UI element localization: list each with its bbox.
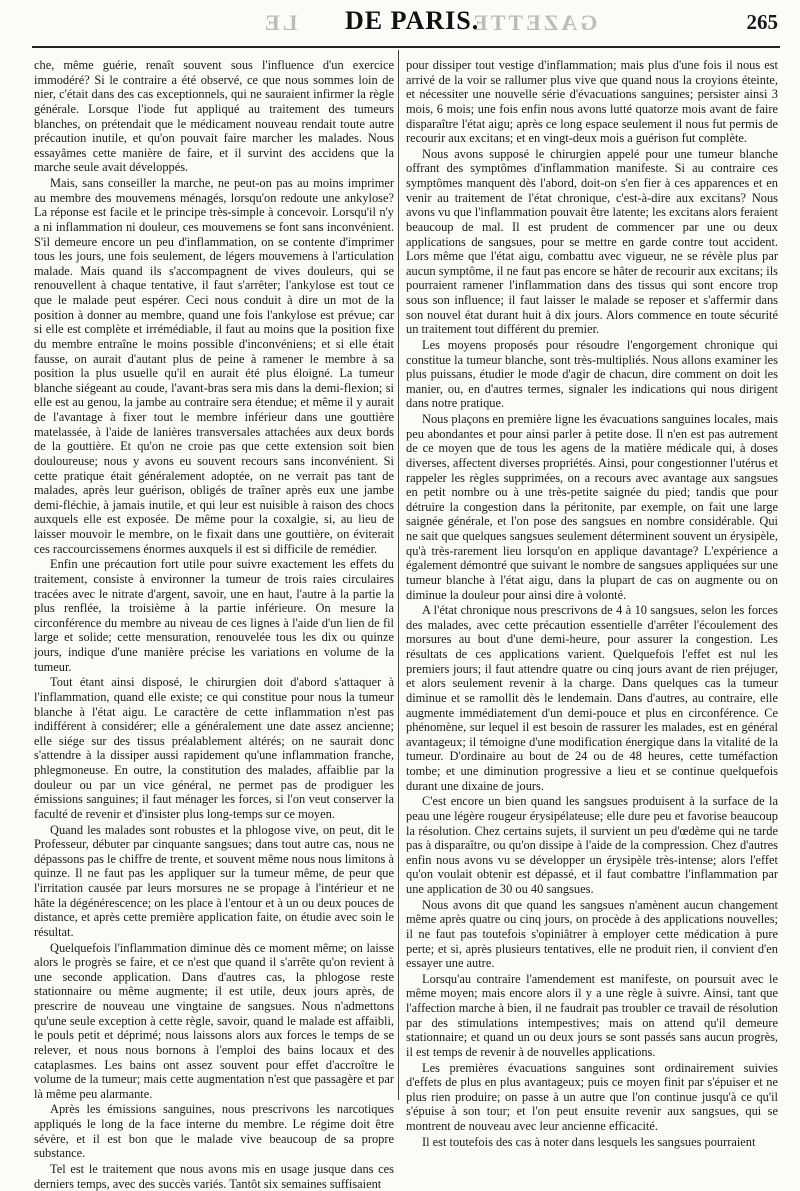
- paragraph: pour dissiper tout vestige d'inflammation; mais plus d'une fois il nous est arrivé de la voir se rallumer plus vive que quand nous la croyions éteinte, et nécessiter une nouvelle série d'évacuations sanguines; persister ainsi 3 mois, 6 mois; une fois enfin nous avons lutté quatorze mois avant de faire disparaître l'état aigu; après ce long espace seulement il nous fut permis de recourir aux excitans; et en vingt-deux mois a guérison fut complète.: [406, 58, 778, 146]
- page-number: 265: [746, 10, 778, 34]
- bleed-through-text-left: LE: [262, 10, 298, 35]
- paragraph: Mais, sans conseiller la marche, ne peut-on pas au moins imprimer au membre des mouvemens ménagés, lorsqu'on redoute une ankylose? La réponse est facile et le principe très-simple à concevoir. Lorsqu'il n'y a ni inflammation ni douleur, ces mouvemens se font sans inconvénient. S'il demeure encore un peu d'inflammation, on se contente d'imprimer tous les jours, une fois seulement, de légers mouvemens à l'articulation malade. Mais quand ils s'accompagnent de vives douleurs, qui se renouvellent à chaque tentative, il faut s'arrêter; l'ankylose est tout ce que le malade peut espérer. Ceci nous conduit à dire un mot de la position à donner au membre, quand une fois l'ankylose est prévue; car si elle est complète et irrémédiable, il faut au moins que la position fixe du membre entraîne le moins possible d'inconvéniens; et si elle était fausse, on aurait d'autant plus de peine à ramener le membre à sa position la plus usuelle qu'il en aurait été plus éloigné. La tumeur blanche siégeant au coude, l'avant-bras sera mis dans la demi-flexion; si elle est au genou, la jambe au contraire sera étendue; et même il y aurait de l'avantage à fixer tout le membre inférieur dans une gouttière matelassée, à l'aide de lanières transversales attachées aux deux bords de la gouttière. Et qu'on ne croie pas que cette extension soit bien douloureuse; nous y avons eu souvent recours sans inconvénient. Si cette pratique était généralement adoptée, on ne verrait pas tant de malades, après leur guérison, obligés de traîner après eux une jambe demi-fléchie, à jamais inutile, et qui leur est nuisible à raison des chocs auxquels elle est exposée. De même pour la coxalgie, si, au lieu de laisser mouvoir le membre, on le fixait dans une gouttière, on éviterait ces raccourcissemens énormes auxquels il est si difficile de remédier.: [34, 176, 394, 556]
- paragraph: Tel est le traitement que nous avons mis en usage jusque dans ces derniers temps, avec des succès variés. Tantôt six semaines suffisaient: [34, 1161, 394, 1191]
- paragraph: Les premières évacuations sanguines sont ordinairement suivies d'effets de plus en plus avantageux; puis ce moyen finit par s'épuiser et ne plus rien produire; on passe à un autre que l'on continue jusqu'à ce qu'il s'épuise à son tour; et l'on peut ensuite revenir aux sangsues, qui se montrent de nouveau avec leur ancienne efficacité.: [406, 1060, 778, 1133]
- paragraph: Les moyens proposés pour résoudre l'engorgement chronique qui constitue la tumeur blanche, sont très-multipliés. Nous allons examiner les plus puissans, étudier le mode d'agir de chacun, dire comment on doit les manier, ou, en d'autres termes, signaler les indications qui nous dirigent dans notre pratique.: [406, 337, 778, 411]
- paragraph: Enfin une précaution fort utile pour suivre exactement les effets du traitement, consiste à environner la tumeur de trois raies circulaires tracées avec le nitrate d'argent, savoir, une en haut, l'autre à la partie la plus renflée, la troisième à la partie inférieure. On mesure la circonférence du membre au niveau de ces lignes à l'aide d'un lien de fil large et solide; cette mensuration, renouvelée tous les dix ou quinze jours, indique d'une manière précise les variations en volume de la tumeur.: [34, 557, 394, 674]
- column-divider: [398, 50, 399, 1100]
- paragraph: Il est toutefois des cas à noter dans lesquels les sangsues pourraient: [422, 1134, 756, 1149]
- paragraph: Quelquefois l'inflammation diminue dès ce moment même; on laisse alors le progrès se faire, et ce n'est que quand il s'arrête qu'on revient à une seconde application. Dans d'autres cas, la phlogose reste stationnaire ou même augmente; il est utile, deux jours après, de prescrire de nouveau une vingtaine de sangsues. Nous n'admettons qu'une seule exception à cette règle, savoir, quand le malade est affaibli, le pouls petit et déprimé; nous laissons alors aux forces le temps de se relever, et nous nous bornons à l'emploi des bains locaux et des cataplasmes. Les bains ont assez souvent pour effet d'accroître le volume de la tumeur; mais cette augmentation n'est que passagère et par là même peu alarmante.: [34, 940, 394, 1101]
- right-column: [406, 58, 778, 1149]
- paragraph: A l'état chronique nous prescrivons de 4 à 10 sangsues, selon les forces des malades, avec cette précaution essentielle d'arrêter l'écoulement des morsures au bout d'une demi-heure, pour assurer la congestion. Les résultats de ces applications varient. Quelquefois l'effet est nul les premiers jours; il faut attendre quatre ou cinq jours avant de rien préjuger, et alors seulement revenir à la charge. Dans quelques cas la tumeur diminue et se ramollit dès le lendemain. Dans d'autres, au contraire, elle augmente immédiatement d'un demi-pouce et plus en circonférence. Ce phénomène, sur lequel il est besoin de rassurer les malades, est en général avantageux; il témoigne d'une modification énergique dans la vitalité de la tumeur. D'ordinaire au bout de 24 ou de 48 heures, cette tuméfaction tombe; et une diminution progressive a lieu et se continue quelquefois durant une dixaine de jours.: [406, 603, 778, 793]
- running-title: DE PARIS.: [345, 6, 480, 35]
- paragraph: Nous plaçons en première ligne les évacuations sanguines locales, mais peu abondantes et pour ainsi parler à petite dose. Il n'en est pas autrement de ce moyen que de tous les agens de la matière médicale qui, à doses diverses, affectent diverses propriétés. Ainsi, pour congestionner l'utérus et rappeler les règles supprimées, on a recours avec avantage aux sangsues en petit nombre ou à une très-petite saignée du pied; tandis que pour détruire la congestion dans la péritonite, par exemple, on fait une large saignée générale, et l'on pose des sangsues en nombre considérable. Qui ne sait que quelques sangsues seulement déterminent souvent un érysipèle, qu'à très-rarement lieu lorsqu'on en applique davantage? L'expérience a également démontré que suivant le nombre de sangsues appliquées sur une tumeur blanche à l'état aigu, dans la plupart de cas on augmente ou on diminue la douleur pour ainsi dire à volonté.: [406, 412, 778, 602]
- paragraph: Après les émissions sanguines, nous prescrivons les narcotiques appliqués le long de la face interne du membre. Le régime doit être sévère, et il est bon que le malade vive beaucoup de sa propre substance.: [34, 1102, 394, 1161]
- paragraph: C'est encore un bien quand les sangsues produisent à la surface de la peau une légère rougeur érysipélateuse; elle dure peu et favorise beaucoup la résolution. Chez certains sujets, il survient un peu d'œdème qui ne tarde pas à disparaître, ou qu'on dissipe à l'aide de la compression. Chez d'autres enfin nous avons vu se développer un érysipèle très-intense; alors l'effet qu'on voulait obtenir est dépassé, et il faut combattre l'inflammation par une application de 30 ou 40 sangsues.: [406, 794, 778, 896]
- paragraph: Quand les malades sont robustes et la phlogose vive, on peut, dit le Professeur, débuter par cinquante sangsues; dans tout autre cas, nous ne dépassons pas le chiffre de trente, et souvent même nous nous limitons à quinze. Il ne faut pas les appliquer sur la tumeur même, de peur que l'irritation causée par leurs morsures ne se propage à l'intérieur et ne hâte la dégénérescence; on les place à l'entour et à un ou deux pouces de distance, et après cette première application faite, on étudie avec soin le résultat.: [34, 822, 394, 939]
- paragraph: Nous avons supposé le chirurgien appelé pour une tumeur blanche offrant des symptômes d'inflammation manifeste. Si au contraire ces symptômes manquent dès l'abord, doit-on s'en fier à ces apparences et en venir au traitement de l'état chronique, c'est-à-dire aux excitans? Nous avons vu que l'inflammation pouvait être latente; les excitans alors feraient beaucoup de mal. Il est prudent de commencer par une ou deux applications de sangsues, pour se mettre en garde contre tout accident. Lors même que l'état aigu, combattu avec vigueur, ne se révèle plus par aucun symptôme, il ne faut pas encore se hâter de recourir aux excitans; ils pourraient ramener l'inflammation dans des tissus qui sont encore trop sous son influence; il faut laisser le malade se reposer et s'affermir dans son nouvel état durant huit à dix jours. Alors commence en toute sécurité un traitement tout différent du premier.: [406, 146, 778, 337]
- paragraph: Tout étant ainsi disposé, le chirurgien doit d'abord s'attaquer à l'inflammation, quand elle existe; ce qui constitue pour nous la tumeur blanche à l'état aigu. Le caractère de cette inflammation n'est pas indifférent à considérer; elle a généralement une date assez ancienne; elle siége sur des tissus préalablement altérés; on ne saurait donc s'attendre à la dissiper aussi rapidement qu'une inflammation franche, phlegmoneuse. En outre, la constitution des malades, affaiblie par la douleur ou par un vice général, ne permet pas de prodiguer les émissions sanguines; il faut ménager les forces, si l'on veut conserver la faculté de revenir et d'insister plus long-temps sur ce moyen.: [34, 675, 394, 821]
- bleed-through-text-right: GAZETTE: [470, 10, 598, 35]
- paragraph: che, même guérie, renaît souvent sous l'influence d'un exercice immodéré? Si le contraire a été observé, ce que nous sommes loin de nier, c'était dans des cas exceptionnels, qui ne sauraient infirmer la règle générale. Lorsque l'iode fut appliqué au traitement des tumeurs blanches, on prétendait que le médicament nouveau rendait toute autre précaution inutile, et qu'on pouvait faire marcher les malades. Nous essayâmes cette manière de faire, et il survint des accidens que la marche seule avait développés.: [34, 58, 394, 175]
- left-column: [34, 58, 394, 1191]
- paragraph: Nous avons dit que quand les sangsues n'amènent aucun changement même après quatre ou cinq jours, on procède à des applications nouvelles; il ne faut pas toutefois s'opiniâtrer à employer cette médication à pure perte; et si, après plusieurs tentatives, elle ne produit rien, il convient d'en essayer une autre.: [406, 897, 778, 971]
- page-header: [0, 0, 800, 50]
- header-rule: [32, 46, 780, 48]
- paragraph: Lorsqu'au contraire l'amendement est manifeste, on poursuit avec le même moyen; mais encore alors il y a une règle à suivre. Ainsi, tant que l'affection marche à bien, il ne faudrait pas troubler ce travail de résolution par des stimulations intempestives; mais on attend qu'il demeure stationnaire; et quand un ou deux jours se sont passés sans aucun progrès, il est temps de revenir à de nouvelles applications.: [406, 971, 778, 1059]
